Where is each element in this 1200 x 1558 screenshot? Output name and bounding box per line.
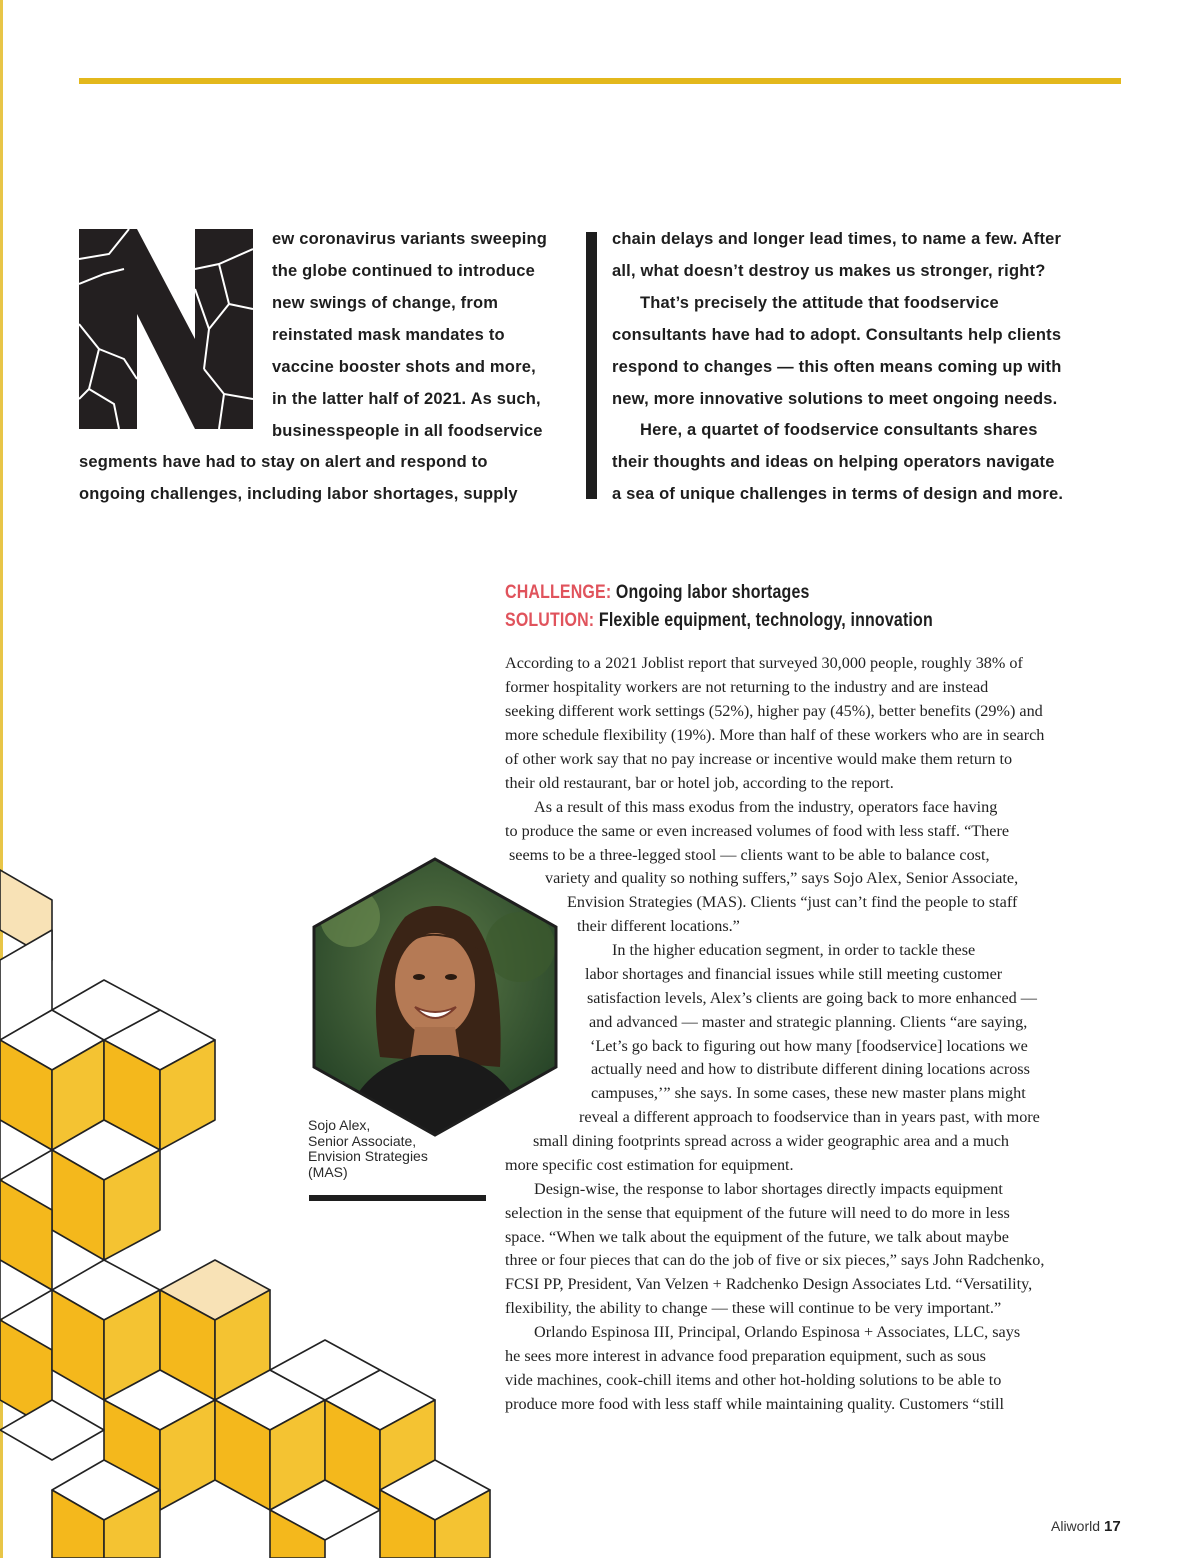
intro-line: Here, a quartet of foodservice consultants shares	[640, 421, 1038, 439]
body-line: campuses,’” she says. In some cases, these new master plans might	[591, 1084, 1026, 1102]
body-line: vide machines, cook-chill items and other hot-holding solutions to be able to	[505, 1371, 1002, 1389]
photo-caption	[308, 1118, 428, 1180]
publication-name: Aliworld	[1051, 1518, 1101, 1534]
top-rule	[79, 78, 1121, 84]
body-line: three or four pieces that can do the job of five or six pieces,” says John Radchenko,	[505, 1251, 1045, 1269]
drop-cap-n	[79, 229, 253, 429]
body-line: Design-wise, the response to labor shortages directly impacts equipment	[534, 1180, 1003, 1198]
intro-line: in the latter half of 2021. As such,	[272, 390, 541, 408]
intro-line: segments have had to stay on alert and respond to	[79, 453, 488, 471]
caption-line: Senior Associate,	[308, 1132, 417, 1149]
intro-line: respond to changes — this often means coming up with	[612, 358, 1062, 376]
solution-text: Flexible equipment, technology, innovation	[598, 610, 933, 631]
body-line: their different locations.”	[577, 917, 740, 935]
intro-line: chain delays and longer lead times, to name a few. After	[612, 230, 1062, 248]
body-line: ‘Let’s go back to figuring out how many [foodservice] locations we	[590, 1037, 1028, 1055]
intro-line: new, more innovative solutions to meet ongoing needs.	[612, 390, 1058, 408]
body-line: and advanced — master and strategic planning. Clients “are saying,	[589, 1013, 1028, 1031]
body-line: seeking different work settings (52%), higher pay (45%), better benefits (29%) and	[505, 702, 1043, 720]
body-line: actually need and how to distribute different dining locations across	[591, 1060, 1030, 1078]
intro-line: a sea of unique challenges in terms of design and more.	[612, 485, 1064, 503]
body-line: Orlando Espinosa III, Principal, Orlando Espinosa + Associates, LLC, says	[534, 1323, 1021, 1341]
intro-line: vaccine booster shots and more,	[272, 358, 536, 376]
body-line: FCSI PP, President, Van Velzen + Radchenko Design Associates Ltd. “Versatility,	[505, 1275, 1033, 1293]
intro-line: new swings of change, from	[272, 294, 499, 312]
caption-line: Sojo Alex,	[308, 1117, 371, 1133]
intro-line: reinstated mask mandates to	[272, 326, 505, 344]
body-line: satisfaction levels, Alex’s clients are going back to more enhanced —	[587, 989, 1037, 1007]
body-line: space. “When we talk about the equipment of the future, we talk about maybe	[505, 1228, 1009, 1246]
challenge-label: CHALLENGE:	[505, 582, 612, 603]
caption-rule	[309, 1195, 486, 1201]
page-footer	[1051, 1518, 1121, 1535]
body-line: As a result of this mass exodus from the industry, operators face having	[534, 798, 998, 816]
body-line: selection in the sense that equipment of the future will need to do more in less	[505, 1204, 1010, 1222]
body-line: labor shortages and financial issues while still meeting customer	[585, 965, 1003, 983]
column-divider-bar	[586, 232, 597, 499]
challenge-heading	[505, 580, 810, 606]
body-line: In the higher education segment, in order to tackle these	[612, 941, 976, 959]
body-line: of other work say that no pay increase or incentive would make them return to	[505, 750, 1013, 768]
solution-label: SOLUTION:	[505, 610, 595, 631]
caption-line: (MAS)	[308, 1163, 348, 1180]
intro-line: businesspeople in all foodservice	[272, 422, 543, 440]
body-line: reveal a different approach to foodservice than in years past, with more	[579, 1108, 1040, 1126]
body-line: seems to be a three-legged stool — clients want to be able to balance cost,	[509, 846, 990, 864]
intro-line: the globe continued to introduce	[272, 262, 536, 280]
body-line: variety and quality so nothing suffers,” says Sojo Alex, Senior Associate,	[545, 869, 1019, 887]
body-line: According to a 2021 Joblist report that surveyed 30,000 people, roughly 38% of	[505, 654, 1023, 672]
body-line: their old restaurant, bar or hotel job, according to the report.	[505, 774, 894, 792]
caption-line: Envision Strategies	[308, 1148, 428, 1164]
body-line: more schedule flexibility (19%). More than half of these workers who are in search	[505, 726, 1045, 744]
challenge-text: Ongoing labor shortages	[615, 582, 810, 603]
body-line: more specific cost estimation for equipment.	[505, 1156, 794, 1174]
body-line: to produce the same or even increased volumes of food with less staff. “There	[505, 822, 1010, 840]
body-line: Envision Strategies (MAS). Clients “just can’t find the people to staff	[567, 893, 1018, 911]
portrait-photo	[310, 857, 560, 1137]
intro-line: consultants have had to adopt. Consultants help clients	[612, 326, 1062, 344]
intro-line: ongoing challenges, including labor shortages, supply	[79, 485, 518, 503]
body-line: former hospitality workers are not returning to the industry and are instead	[505, 678, 989, 696]
body-line: produce more food with less staff while maintaining quality. Customers “still	[505, 1395, 1005, 1413]
intro-line: their thoughts and ideas on helping operators navigate	[612, 453, 1055, 471]
intro-line: all, what doesn’t destroy us makes us stronger, right?	[612, 262, 1046, 280]
solution-heading	[505, 608, 933, 634]
body-line: flexibility, the ability to change — these will continue to be very important.”	[505, 1299, 1002, 1317]
body-line: he sees more interest in advance food preparation equipment, such as sous	[505, 1347, 986, 1365]
page-number: 17	[1104, 1518, 1121, 1535]
intro-line: That’s precisely the attitude that foodservice	[640, 294, 999, 312]
body-line: small dining footprints spread across a wider geographic area and a much	[533, 1132, 1010, 1150]
intro-line: ew coronavirus variants sweeping	[272, 230, 548, 248]
